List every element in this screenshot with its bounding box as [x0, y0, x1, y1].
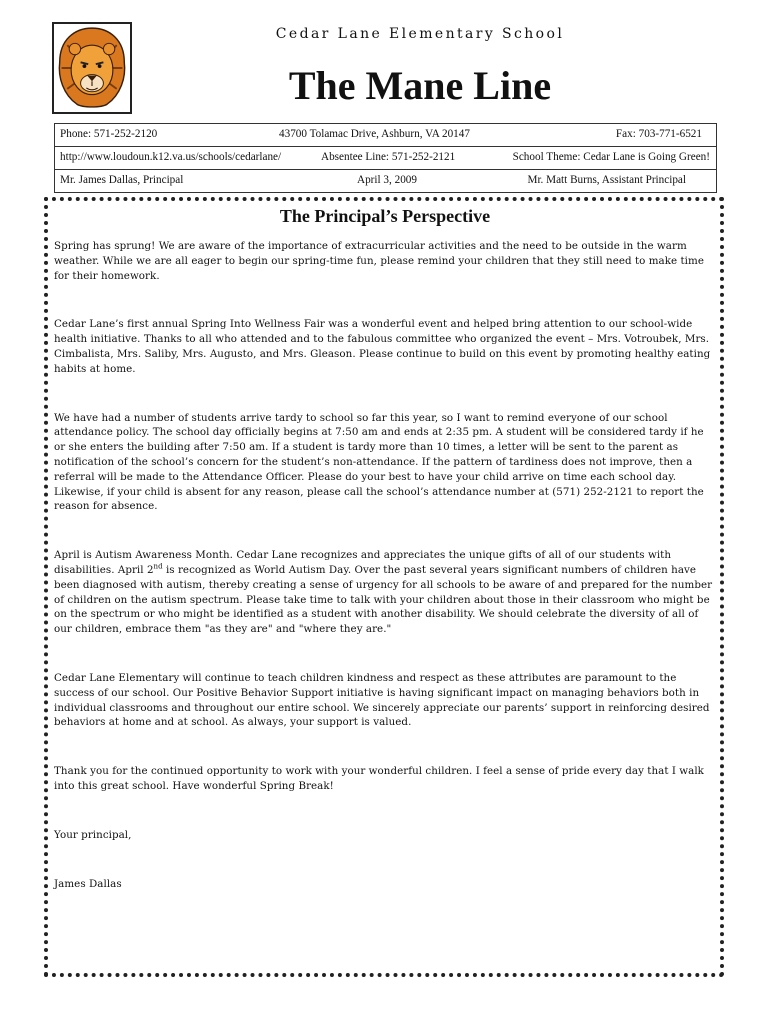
phone-text: Phone: 571-252-2120	[60, 128, 158, 140]
paragraph-autism: April is Autism Awareness Month. Cedar Lane recognizes and appreciates the unique gifts of all of our students with disabilities. April 2nd is recognized as World Autism Day. Over the past several years significant numbers of children have been diagnosed with autism, thereby creating a sense of urgency for all schools to be aware of and prepared for the number of children on the autism spectrum. Please take time to talk with your children about those in their classroom who might be on the spectrum or who might be identified as a student with another disability. We should celebrate the diversity of all of our children, embrace them "as they are" and "where they are."	[54, 549, 713, 636]
principal-text: Mr. James Dallas, Principal	[60, 174, 184, 186]
info-row-web	[55, 147, 716, 170]
paragraph-attendance: We have had a number of students arrive tardy to school so far this year, so I want to remind everyone of our school attendance policy. The school day officially begins at 7:50 am and ends at 2:35 pm. A student will be considered tardy if he or she enters the building after 7:50 am. If a student is tardy more than 10 times, a letter will be sent to the parent as notification of the school’s concern for the student’s non-attendance. If the pattern of tardiness does not improve, then a referral will be made to the Attendance Officer. Please do your best to have your child arrive on time each school day. Likewise, if your child is absent for any reason, please call the school’s attendance number at (571) 252-2121 to report the reason for absence.	[54, 411, 704, 513]
signature-text: James Dallas	[54, 877, 122, 890]
issue-date: April 3, 2009	[357, 174, 417, 186]
article-body	[54, 239, 716, 925]
contact-info-box	[54, 123, 717, 193]
school-name: Cedar Lane Elementary School	[275, 26, 565, 42]
paragraph-spring: Spring has sprung! We are aware of the importance of extracurricular activities and the need to be outside in the warm weather. While we are all eager to begin our spring-time fun, please remind your children that they still need to make time for their homework.	[54, 240, 704, 282]
info-row-contact	[55, 124, 716, 147]
school-theme-text: School Theme: Cedar Lane is Going Green!	[512, 151, 710, 163]
article-title: The Principal’s Perspective	[279, 206, 491, 226]
absentee-line-text: Absentee Line: 571-252-2121	[321, 151, 456, 163]
paragraph-thanks: Thank you for the continued opportunity to work with your wonderful children. I feel a sense of pride every day that I walk into this great school. Have wonderful Spring Break!	[54, 765, 704, 792]
newsletter-title: The Mane Line	[288, 63, 552, 108]
closing-text: Your principal,	[54, 828, 132, 841]
info-row-staff	[55, 170, 716, 193]
lion-head-icon	[52, 22, 132, 114]
website-link[interactable]: http://www.loudoun.k12.va.us/schools/cedarlane/	[60, 151, 282, 163]
paragraph-behavior: Cedar Lane Elementary will continue to teach children kindness and respect as these attributes are paramount to the success of our school. Our Positive Behavior Support initiative is having significant impact on managing behaviors both in individual classrooms and throughout our entire school. We sincerely appreciate our parents’ support in reinforcing desired behaviors at home and at school. As always, your support is valued.	[54, 671, 710, 729]
fax-text: Fax: 703-771-6521	[615, 128, 702, 140]
address-text: 43700 Tolamac Drive, Ashburn, VA 20147	[279, 128, 470, 140]
assistant-principal-text: Mr. Matt Burns, Assistant Principal	[527, 174, 686, 186]
paragraph-wellness-fair: Cedar Lane’s first annual Spring Into Wellness Fair was a wonderful event and helped bring attention to our school-wide health initiative. Thanks to all who attended and to the fabulous committee who organized the event – Mrs. Votroubek, Mrs. Cimbalista, Mrs. Saliby, Mrs. Augusto, and Mrs. Gleason. Please continue to build on this event by promoting healthy eating habits at home.	[54, 318, 711, 375]
